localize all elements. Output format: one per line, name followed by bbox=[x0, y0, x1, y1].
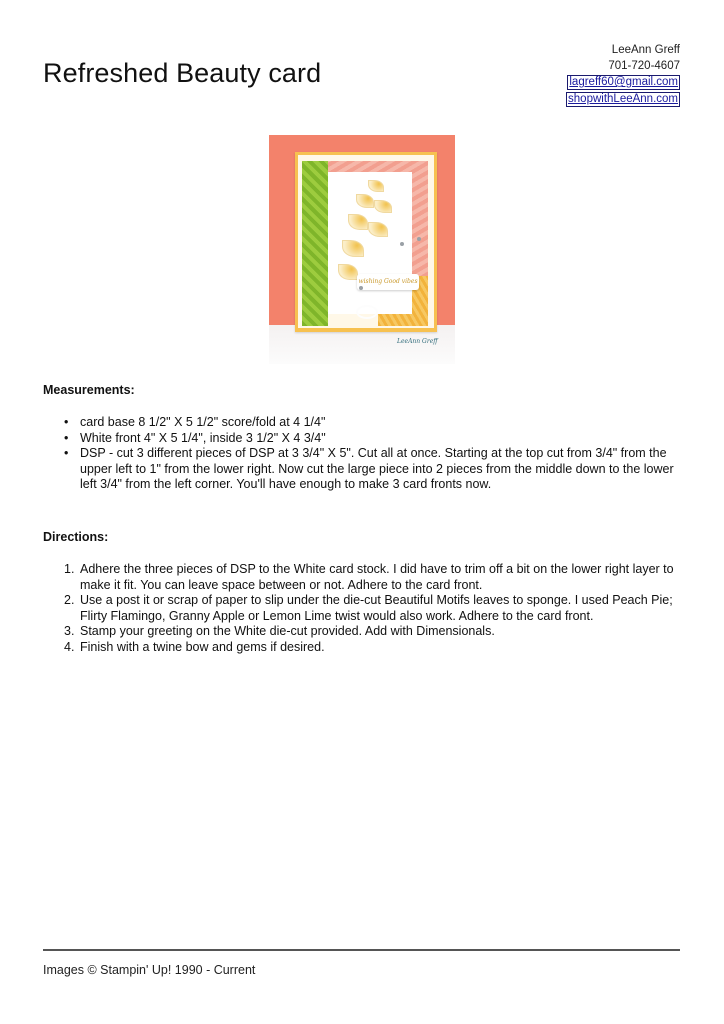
list-item: 3. Stamp your greeting on the White die-cut provided. Add with Dimensionals. bbox=[64, 624, 495, 638]
page-title: Refreshed Beauty card bbox=[43, 58, 322, 89]
contact-name: LeeAnn Greff bbox=[611, 44, 680, 56]
list-item: • DSP - cut 3 different pieces of DSP at 3 3/4" X 5". Cut all at once. Starting at the top cut from 3/4" from the upper left to 1" from the lower right. Now cut the large piece into 2 pieces from the middle down to the lower left 3/4" from the left corner. You'll have enough to make 3 card fronts now. bbox=[64, 446, 674, 491]
sentiment-label: wishing Good vibes bbox=[357, 274, 419, 290]
list-item: • card base 8 1/2" X 5 1/2" score/fold at 4 1/4" bbox=[64, 415, 326, 429]
email-link[interactable]: lagreff60@gmail.com bbox=[569, 76, 678, 88]
signature-watermark: LeeAnn Greff bbox=[397, 338, 438, 345]
directions-heading: Directions: bbox=[43, 530, 109, 544]
inside-white-panel bbox=[328, 172, 412, 314]
leaf-decoration bbox=[356, 194, 374, 208]
list-item: 4. Finish with a twine bow and gems if desired. bbox=[64, 639, 325, 654]
green-dsp-panel bbox=[302, 161, 328, 326]
contact-block bbox=[566, 43, 680, 107]
card-white-front bbox=[298, 155, 434, 328]
bullet-icon: • bbox=[64, 415, 69, 429]
leaf-decoration bbox=[368, 222, 388, 237]
measurements-heading: Measurements: bbox=[43, 383, 135, 397]
list-item: 1. Adhere the three pieces of DSP to the White card stock. I did have to trim off a bit on the lower right layer to make it fit. You can leave space between or not. Adhere to the card front. bbox=[64, 562, 674, 592]
directions-list bbox=[64, 562, 694, 655]
gem-embellishment bbox=[400, 242, 404, 246]
copyright-footer: Images © Stampin' Up! 1990 - Current bbox=[43, 963, 256, 977]
measurements-list bbox=[64, 415, 684, 493]
gem-embellishment bbox=[359, 286, 363, 290]
bullet-icon: • bbox=[64, 430, 69, 445]
twine-bow bbox=[356, 305, 378, 319]
leaf-decoration bbox=[342, 240, 364, 257]
list-item: 2. Use a post it or scrap of paper to slip under the die-cut Beautiful Motifs leaves to sponge. I used Peach Pie; Flirty Flamingo, Granny Apple or Lemon Lime twist would also work. Adhere to the card front. bbox=[64, 593, 673, 623]
contact-phone: 701-720-4607 bbox=[608, 59, 680, 72]
website-link[interactable]: shopwithLeeAnn.com bbox=[568, 92, 678, 105]
leaf-decoration bbox=[348, 214, 368, 230]
leaf-decoration bbox=[338, 264, 358, 280]
leaf-decoration bbox=[368, 180, 384, 192]
gem-embellishment bbox=[417, 237, 421, 241]
card-base bbox=[295, 152, 437, 332]
bullet-icon: • bbox=[64, 446, 69, 460]
footer-divider bbox=[43, 949, 680, 951]
card-photo bbox=[269, 135, 455, 364]
leaf-decoration bbox=[374, 200, 392, 213]
list-item: • White front 4" X 5 1/4", inside 3 1/2" X 4 3/4" bbox=[64, 430, 326, 445]
